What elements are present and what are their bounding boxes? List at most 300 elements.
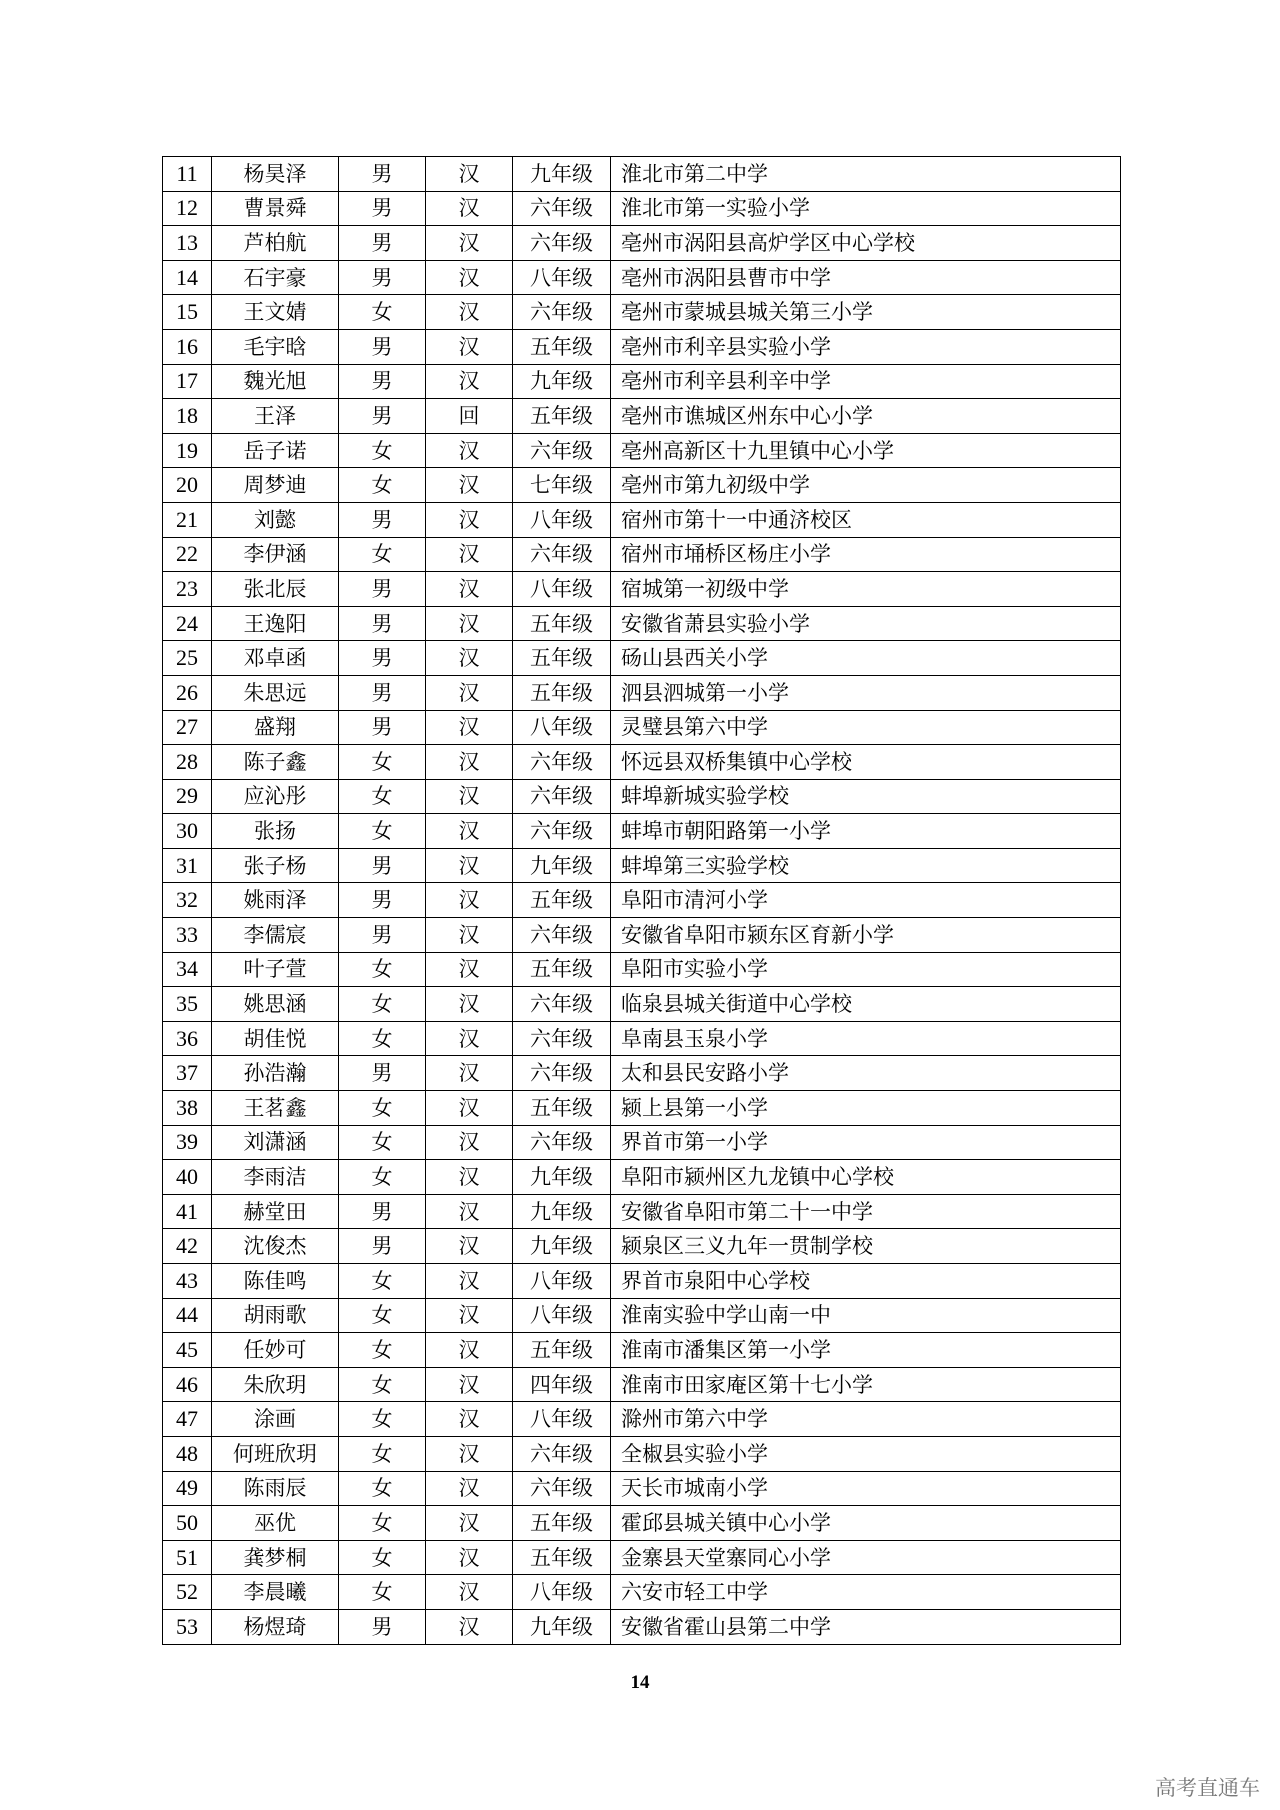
gender-cell: 女 (339, 1471, 426, 1506)
ethnicity-cell: 汉 (426, 468, 513, 503)
row-number-cell: 20 (163, 468, 212, 503)
gender-cell: 男 (339, 1056, 426, 1091)
student-name-cell: 李伊涵 (212, 537, 339, 572)
school-cell: 亳州市谯城区州东中心小学 (611, 399, 1121, 434)
table-row (163, 1298, 1121, 1333)
gender-cell: 男 (339, 606, 426, 641)
school-cell: 安徽省霍山县第二中学 (611, 1609, 1121, 1644)
grade-cell: 五年级 (513, 675, 611, 710)
row-number-cell: 15 (163, 295, 212, 330)
student-name-cell: 陈佳鸣 (212, 1264, 339, 1299)
grade-cell: 六年级 (513, 745, 611, 780)
gender-cell: 女 (339, 1160, 426, 1195)
student-name-cell: 涂画 (212, 1402, 339, 1437)
student-name-cell: 刘懿 (212, 502, 339, 537)
school-cell: 蚌埠第三实验学校 (611, 848, 1121, 883)
row-number-cell: 37 (163, 1056, 212, 1091)
table-row (163, 1609, 1121, 1644)
grade-cell: 八年级 (513, 502, 611, 537)
student-name-cell: 姚雨泽 (212, 883, 339, 918)
ethnicity-cell: 汉 (426, 1575, 513, 1610)
table-row (163, 606, 1121, 641)
ethnicity-cell: 汉 (426, 572, 513, 607)
student-name-cell: 陈子鑫 (212, 745, 339, 780)
grade-cell: 六年级 (513, 779, 611, 814)
school-cell: 阜阳市清河小学 (611, 883, 1121, 918)
ethnicity-cell: 汉 (426, 260, 513, 295)
grade-cell: 五年级 (513, 606, 611, 641)
row-number-cell: 11 (163, 157, 212, 192)
school-cell: 六安市轻工中学 (611, 1575, 1121, 1610)
row-number-cell: 29 (163, 779, 212, 814)
grade-cell: 六年级 (513, 226, 611, 261)
table-row (163, 260, 1121, 295)
school-cell: 宿州市埇桥区杨庄小学 (611, 537, 1121, 572)
school-cell: 淮北市第一实验小学 (611, 191, 1121, 226)
table-row (163, 848, 1121, 883)
student-name-cell: 毛宇晗 (212, 329, 339, 364)
school-cell: 淮南市潘集区第一小学 (611, 1333, 1121, 1368)
table-row (163, 1021, 1121, 1056)
gender-cell: 女 (339, 1333, 426, 1368)
grade-cell: 六年级 (513, 987, 611, 1022)
school-cell: 蚌埠新城实验学校 (611, 779, 1121, 814)
student-name-cell: 赫堂田 (212, 1194, 339, 1229)
ethnicity-cell: 汉 (426, 1160, 513, 1195)
grade-cell: 九年级 (513, 157, 611, 192)
ethnicity-cell: 汉 (426, 779, 513, 814)
table-row (163, 572, 1121, 607)
ethnicity-cell: 汉 (426, 1471, 513, 1506)
row-number-cell: 41 (163, 1194, 212, 1229)
student-name-cell: 任妙可 (212, 1333, 339, 1368)
ethnicity-cell: 汉 (426, 848, 513, 883)
roster-body (163, 157, 1121, 1645)
grade-cell: 八年级 (513, 1298, 611, 1333)
grade-cell: 九年级 (513, 848, 611, 883)
gender-cell: 女 (339, 1298, 426, 1333)
gender-cell: 女 (339, 1091, 426, 1126)
ethnicity-cell: 汉 (426, 883, 513, 918)
grade-cell: 五年级 (513, 399, 611, 434)
ethnicity-cell: 汉 (426, 710, 513, 745)
row-number-cell: 44 (163, 1298, 212, 1333)
row-number-cell: 50 (163, 1506, 212, 1541)
row-number-cell: 23 (163, 572, 212, 607)
table-row (163, 295, 1121, 330)
ethnicity-cell: 汉 (426, 295, 513, 330)
ethnicity-cell: 汉 (426, 1609, 513, 1644)
student-name-cell: 石宇豪 (212, 260, 339, 295)
ethnicity-cell: 汉 (426, 606, 513, 641)
ethnicity-cell: 汉 (426, 433, 513, 468)
school-cell: 霍邱县城关镇中心小学 (611, 1506, 1121, 1541)
school-cell: 太和县民安路小学 (611, 1056, 1121, 1091)
row-number-cell: 13 (163, 226, 212, 261)
student-name-cell: 李雨洁 (212, 1160, 339, 1195)
grade-cell: 九年级 (513, 1160, 611, 1195)
ethnicity-cell: 汉 (426, 1506, 513, 1541)
school-cell: 宿城第一初级中学 (611, 572, 1121, 607)
row-number-cell: 32 (163, 883, 212, 918)
student-name-cell: 岳子诺 (212, 433, 339, 468)
ethnicity-cell: 回 (426, 399, 513, 434)
student-name-cell: 曹景舜 (212, 191, 339, 226)
table-row (163, 1540, 1121, 1575)
row-number-cell: 39 (163, 1125, 212, 1160)
student-name-cell: 胡雨歌 (212, 1298, 339, 1333)
gender-cell: 女 (339, 295, 426, 330)
table-row (163, 468, 1121, 503)
table-row (163, 641, 1121, 676)
table-row (163, 814, 1121, 849)
student-name-cell: 刘潇涵 (212, 1125, 339, 1160)
school-cell: 怀远县双桥集镇中心学校 (611, 745, 1121, 780)
ethnicity-cell: 汉 (426, 987, 513, 1022)
grade-cell: 七年级 (513, 468, 611, 503)
school-cell: 亳州市蒙城县城关第三小学 (611, 295, 1121, 330)
student-name-cell: 朱思远 (212, 675, 339, 710)
school-cell: 颍泉区三义九年一贯制学校 (611, 1229, 1121, 1264)
ethnicity-cell: 汉 (426, 226, 513, 261)
school-cell: 安徽省阜阳市第二十一中学 (611, 1194, 1121, 1229)
student-name-cell: 王泽 (212, 399, 339, 434)
grade-cell: 五年级 (513, 1333, 611, 1368)
student-name-cell: 周梦迪 (212, 468, 339, 503)
school-cell: 颍上县第一小学 (611, 1091, 1121, 1126)
grade-cell: 六年级 (513, 1125, 611, 1160)
gender-cell: 男 (339, 572, 426, 607)
row-number-cell: 52 (163, 1575, 212, 1610)
row-number-cell: 24 (163, 606, 212, 641)
row-number-cell: 51 (163, 1540, 212, 1575)
grade-cell: 五年级 (513, 883, 611, 918)
gender-cell: 女 (339, 1540, 426, 1575)
table-row (163, 1160, 1121, 1195)
ethnicity-cell: 汉 (426, 537, 513, 572)
school-cell: 界首市第一小学 (611, 1125, 1121, 1160)
ethnicity-cell: 汉 (426, 1091, 513, 1126)
school-cell: 安徽省萧县实验小学 (611, 606, 1121, 641)
school-cell: 界首市泉阳中心学校 (611, 1264, 1121, 1299)
row-number-cell: 34 (163, 952, 212, 987)
table-row (163, 1125, 1121, 1160)
grade-cell: 六年级 (513, 814, 611, 849)
gender-cell: 男 (339, 710, 426, 745)
student-name-cell: 应沁彤 (212, 779, 339, 814)
gender-cell: 女 (339, 1575, 426, 1610)
gender-cell: 女 (339, 1264, 426, 1299)
school-cell: 淮南实验中学山南一中 (611, 1298, 1121, 1333)
table-row (163, 537, 1121, 572)
row-number-cell: 27 (163, 710, 212, 745)
table-row (163, 1575, 1121, 1610)
table-row (163, 745, 1121, 780)
table-row (163, 1506, 1121, 1541)
table-row (163, 191, 1121, 226)
school-cell: 滁州市第六中学 (611, 1402, 1121, 1437)
ethnicity-cell: 汉 (426, 1333, 513, 1368)
grade-cell: 九年级 (513, 1194, 611, 1229)
student-name-cell: 何班欣玥 (212, 1436, 339, 1471)
gender-cell: 男 (339, 226, 426, 261)
school-cell: 淮北市第二中学 (611, 157, 1121, 192)
table-row (163, 675, 1121, 710)
gender-cell: 女 (339, 1402, 426, 1437)
ethnicity-cell: 汉 (426, 745, 513, 780)
table-row (163, 226, 1121, 261)
gender-cell: 男 (339, 1194, 426, 1229)
ethnicity-cell: 汉 (426, 1021, 513, 1056)
table-row (163, 502, 1121, 537)
grade-cell: 六年级 (513, 191, 611, 226)
gender-cell: 男 (339, 157, 426, 192)
watermark: 高考直通车 (1155, 1776, 1260, 1800)
row-number-cell: 25 (163, 641, 212, 676)
gender-cell: 女 (339, 468, 426, 503)
gender-cell: 男 (339, 502, 426, 537)
row-number-cell: 26 (163, 675, 212, 710)
table-row (163, 1367, 1121, 1402)
school-cell: 阜阳市颍州区九龙镇中心学校 (611, 1160, 1121, 1195)
student-name-cell: 巫优 (212, 1506, 339, 1541)
grade-cell: 六年级 (513, 433, 611, 468)
row-number-cell: 33 (163, 918, 212, 953)
table-row (163, 987, 1121, 1022)
table-row (163, 1333, 1121, 1368)
ethnicity-cell: 汉 (426, 502, 513, 537)
student-name-cell: 李儒宸 (212, 918, 339, 953)
student-name-cell: 李晨曦 (212, 1575, 339, 1610)
row-number-cell: 49 (163, 1471, 212, 1506)
grade-cell: 六年级 (513, 1021, 611, 1056)
row-number-cell: 35 (163, 987, 212, 1022)
row-number-cell: 14 (163, 260, 212, 295)
table-row (163, 1056, 1121, 1091)
ethnicity-cell: 汉 (426, 329, 513, 364)
grade-cell: 九年级 (513, 1609, 611, 1644)
ethnicity-cell: 汉 (426, 1229, 513, 1264)
student-name-cell: 孙浩瀚 (212, 1056, 339, 1091)
gender-cell: 女 (339, 952, 426, 987)
school-cell: 阜南县玉泉小学 (611, 1021, 1121, 1056)
student-name-cell: 王文婧 (212, 295, 339, 330)
row-number-cell: 36 (163, 1021, 212, 1056)
grade-cell: 八年级 (513, 1264, 611, 1299)
row-number-cell: 12 (163, 191, 212, 226)
school-cell: 临泉县城关街道中心学校 (611, 987, 1121, 1022)
grade-cell: 八年级 (513, 1402, 611, 1437)
gender-cell: 男 (339, 1609, 426, 1644)
ethnicity-cell: 汉 (426, 675, 513, 710)
school-cell: 阜阳市实验小学 (611, 952, 1121, 987)
gender-cell: 男 (339, 399, 426, 434)
school-cell: 淮南市田家庵区第十七小学 (611, 1367, 1121, 1402)
student-name-cell: 盛翔 (212, 710, 339, 745)
table-row (163, 710, 1121, 745)
grade-cell: 五年级 (513, 1506, 611, 1541)
grade-cell: 五年级 (513, 1091, 611, 1126)
row-number-cell: 43 (163, 1264, 212, 1299)
table-row (163, 883, 1121, 918)
ethnicity-cell: 汉 (426, 1125, 513, 1160)
table-row (163, 329, 1121, 364)
grade-cell: 五年级 (513, 641, 611, 676)
ethnicity-cell: 汉 (426, 1436, 513, 1471)
row-number-cell: 31 (163, 848, 212, 883)
gender-cell: 女 (339, 987, 426, 1022)
row-number-cell: 19 (163, 433, 212, 468)
grade-cell: 五年级 (513, 329, 611, 364)
gender-cell: 女 (339, 745, 426, 780)
gender-cell: 男 (339, 260, 426, 295)
student-name-cell: 王茗鑫 (212, 1091, 339, 1126)
row-number-cell: 16 (163, 329, 212, 364)
table-row (163, 157, 1121, 192)
school-cell: 天长市城南小学 (611, 1471, 1121, 1506)
row-number-cell: 46 (163, 1367, 212, 1402)
row-number-cell: 30 (163, 814, 212, 849)
ethnicity-cell: 汉 (426, 1056, 513, 1091)
school-cell: 亳州市涡阳县曹市中学 (611, 260, 1121, 295)
student-name-cell: 杨煜琦 (212, 1609, 339, 1644)
student-name-cell: 魏光旭 (212, 364, 339, 399)
table-row (163, 1194, 1121, 1229)
school-cell: 金寨县天堂寨同心小学 (611, 1540, 1121, 1575)
gender-cell: 男 (339, 641, 426, 676)
ethnicity-cell: 汉 (426, 1402, 513, 1437)
grade-cell: 八年级 (513, 710, 611, 745)
table-row (163, 1229, 1121, 1264)
student-name-cell: 姚思涵 (212, 987, 339, 1022)
gender-cell: 女 (339, 1506, 426, 1541)
school-cell: 灵璧县第六中学 (611, 710, 1121, 745)
student-name-cell: 胡佳悦 (212, 1021, 339, 1056)
ethnicity-cell: 汉 (426, 1264, 513, 1299)
row-number-cell: 38 (163, 1091, 212, 1126)
row-number-cell: 40 (163, 1160, 212, 1195)
gender-cell: 男 (339, 364, 426, 399)
grade-cell: 五年级 (513, 952, 611, 987)
school-cell: 宿州市第十一中通济校区 (611, 502, 1121, 537)
gender-cell: 女 (339, 1367, 426, 1402)
student-name-cell: 叶子萱 (212, 952, 339, 987)
gender-cell: 女 (339, 1125, 426, 1160)
gender-cell: 女 (339, 1436, 426, 1471)
table-row (163, 952, 1121, 987)
gender-cell: 男 (339, 191, 426, 226)
school-cell: 安徽省阜阳市颍东区育新小学 (611, 918, 1121, 953)
grade-cell: 六年级 (513, 1056, 611, 1091)
table-row (163, 433, 1121, 468)
gender-cell: 女 (339, 537, 426, 572)
ethnicity-cell: 汉 (426, 918, 513, 953)
student-name-cell: 沈俊杰 (212, 1229, 339, 1264)
school-cell: 全椒县实验小学 (611, 1436, 1121, 1471)
ethnicity-cell: 汉 (426, 814, 513, 849)
row-number-cell: 18 (163, 399, 212, 434)
ethnicity-cell: 汉 (426, 1194, 513, 1229)
row-number-cell: 22 (163, 537, 212, 572)
gender-cell: 男 (339, 329, 426, 364)
gender-cell: 女 (339, 779, 426, 814)
student-name-cell: 陈雨辰 (212, 1471, 339, 1506)
table-row (163, 918, 1121, 953)
row-number-cell: 45 (163, 1333, 212, 1368)
table-row (163, 1264, 1121, 1299)
school-cell: 砀山县西关小学 (611, 641, 1121, 676)
student-name-cell: 朱欣玥 (212, 1367, 339, 1402)
row-number-cell: 21 (163, 502, 212, 537)
table-row (163, 1436, 1121, 1471)
ethnicity-cell: 汉 (426, 157, 513, 192)
grade-cell: 六年级 (513, 1471, 611, 1506)
gender-cell: 男 (339, 848, 426, 883)
school-cell: 亳州市第九初级中学 (611, 468, 1121, 503)
student-name-cell: 张子杨 (212, 848, 339, 883)
page-number: 14 (630, 1672, 650, 1693)
grade-cell: 六年级 (513, 295, 611, 330)
school-cell: 蚌埠市朝阳路第一小学 (611, 814, 1121, 849)
grade-cell: 四年级 (513, 1367, 611, 1402)
gender-cell: 女 (339, 1021, 426, 1056)
student-name-cell: 邓卓函 (212, 641, 339, 676)
grade-cell: 八年级 (513, 572, 611, 607)
grade-cell: 八年级 (513, 1575, 611, 1610)
grade-cell: 九年级 (513, 364, 611, 399)
table-row (163, 1471, 1121, 1506)
grade-cell: 六年级 (513, 537, 611, 572)
school-cell: 亳州市涡阳县高炉学区中心学校 (611, 226, 1121, 261)
student-name-cell: 张扬 (212, 814, 339, 849)
grade-cell: 五年级 (513, 1540, 611, 1575)
student-name-cell: 王逸阳 (212, 606, 339, 641)
student-name-cell: 张北辰 (212, 572, 339, 607)
gender-cell: 女 (339, 814, 426, 849)
table-row (163, 779, 1121, 814)
ethnicity-cell: 汉 (426, 952, 513, 987)
grade-cell: 六年级 (513, 1436, 611, 1471)
gender-cell: 男 (339, 675, 426, 710)
student-name-cell: 龚梦桐 (212, 1540, 339, 1575)
table-row (163, 1091, 1121, 1126)
ethnicity-cell: 汉 (426, 1540, 513, 1575)
student-roster-table (162, 156, 1121, 1645)
school-cell: 亳州高新区十九里镇中心小学 (611, 433, 1121, 468)
gender-cell: 女 (339, 433, 426, 468)
row-number-cell: 53 (163, 1609, 212, 1644)
table-row (163, 1402, 1121, 1437)
ethnicity-cell: 汉 (426, 641, 513, 676)
grade-cell: 八年级 (513, 260, 611, 295)
row-number-cell: 47 (163, 1402, 212, 1437)
ethnicity-cell: 汉 (426, 1367, 513, 1402)
gender-cell: 男 (339, 883, 426, 918)
student-name-cell: 杨昊泽 (212, 157, 339, 192)
school-cell: 亳州市利辛县利辛中学 (611, 364, 1121, 399)
row-number-cell: 42 (163, 1229, 212, 1264)
ethnicity-cell: 汉 (426, 191, 513, 226)
school-cell: 泗县泗城第一小学 (611, 675, 1121, 710)
table-row (163, 399, 1121, 434)
row-number-cell: 48 (163, 1436, 212, 1471)
student-name-cell: 芦柏航 (212, 226, 339, 261)
grade-cell: 九年级 (513, 1229, 611, 1264)
row-number-cell: 28 (163, 745, 212, 780)
ethnicity-cell: 汉 (426, 364, 513, 399)
ethnicity-cell: 汉 (426, 1298, 513, 1333)
table-row (163, 364, 1121, 399)
